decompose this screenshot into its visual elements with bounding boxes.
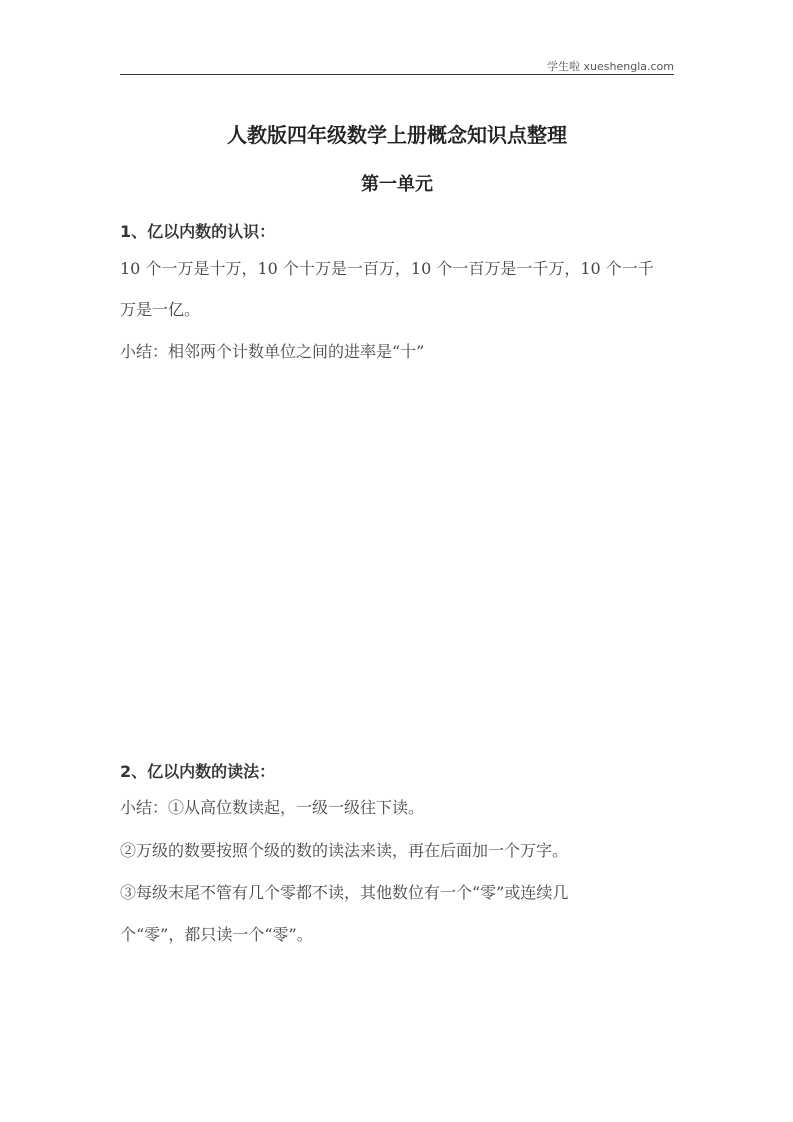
document-title: 人教版四年级数学上册概念知识点整理 [227,123,567,147]
header-site-text: 学生啦 xueshengla.com [547,60,674,73]
section-1-summary: 小结：相邻两个计数单位之间的进率是“十” [120,342,425,361]
section-2-line: ②万级的数要按照个级的数的读法来读，再在后面加一个万字。 [120,841,569,860]
section-2-line: 小结：①从高位数读起，一级一级往下读。 [120,798,425,817]
unit-title: 第一单元 [361,174,433,195]
page-header [120,56,674,75]
section-1-heading: 1、亿以内数的认识： [120,222,276,241]
section-1-line: 万是一亿。 [120,300,201,319]
section-1-line: 10 个一万是十万，10 个十万是一百万，10 个一百万是一千万，10 个一千 [120,259,654,278]
section-2-line: 个“零”，都只读一个“零”。 [120,925,313,944]
section-2-heading: 2、亿以内数的读法： [120,762,276,781]
section-2-line: ③每级末尾不管有几个零都不读，其他数位有一个“零”或连续几 [120,883,569,902]
